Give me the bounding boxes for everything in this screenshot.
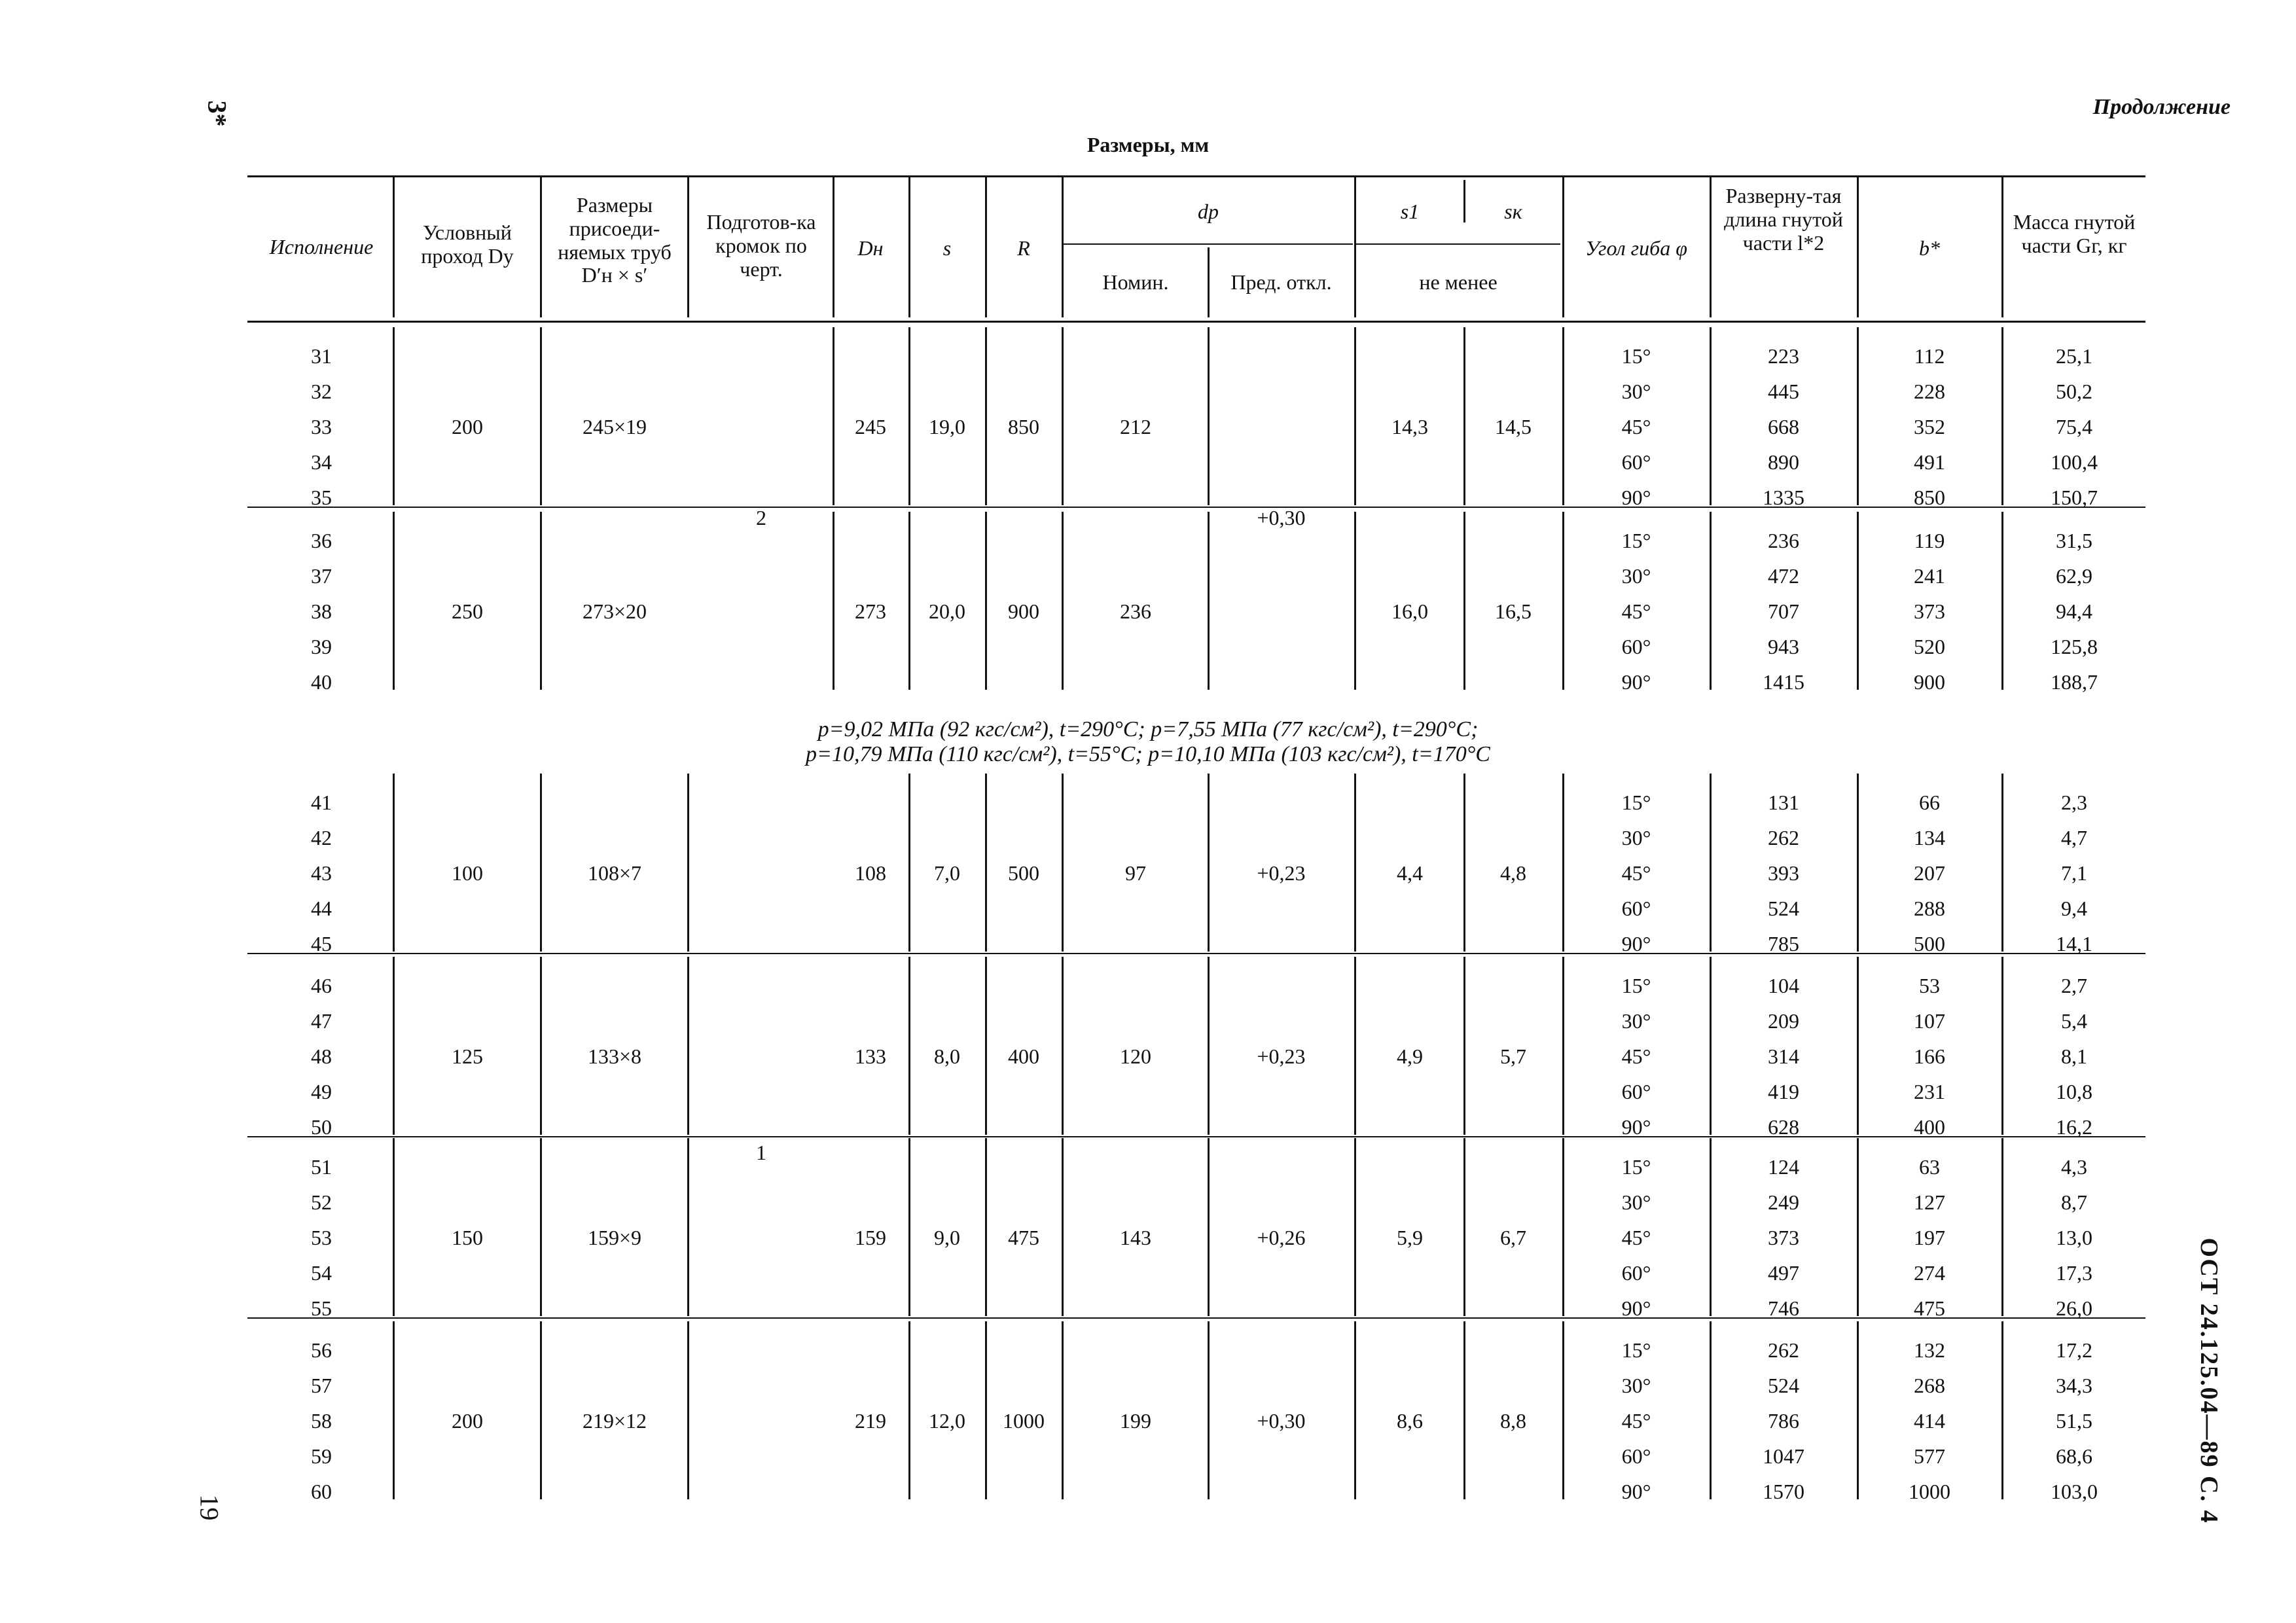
outer-diameter: 108	[855, 861, 886, 885]
table-top-rule	[247, 175, 2145, 177]
col-dlina: Разверну-тая длина гнутой части l*2	[1724, 184, 1843, 255]
col-s: s	[942, 236, 952, 260]
bend-angle: 30°	[1621, 1190, 1651, 1214]
row-id: 36	[311, 529, 332, 552]
developed-length: 124	[1768, 1155, 1799, 1179]
s-sub-rule	[1356, 243, 1560, 245]
col-dp: dр	[1198, 200, 1219, 223]
mass-value: 7,1	[2061, 861, 2087, 885]
row-id: 42	[311, 826, 332, 849]
group-separator	[247, 1136, 2145, 1137]
row-id: 33	[311, 415, 332, 438]
mass-value: 8,7	[2061, 1190, 2087, 1214]
body-vline	[540, 1138, 542, 1316]
mass-value: 4,3	[2061, 1155, 2087, 1179]
mass-value: 62,9	[2056, 564, 2092, 588]
developed-length: 1570	[1763, 1480, 1804, 1503]
col-b: b*	[1919, 236, 1940, 260]
bend-angle: 30°	[1621, 380, 1651, 403]
bend-angle: 15°	[1621, 1155, 1651, 1179]
row-id: 39	[311, 635, 332, 658]
body-vline	[687, 1321, 689, 1499]
sk-min: 5,7	[1500, 1044, 1526, 1068]
wall-thickness: 19,0	[929, 415, 965, 438]
body-vline	[540, 327, 542, 505]
dp-deviation: +0,26	[1257, 1226, 1306, 1249]
b-value: 491	[1914, 450, 1945, 474]
developed-length: 497	[1768, 1261, 1799, 1285]
hdr-vline	[393, 177, 395, 317]
b-value: 228	[1914, 380, 1945, 403]
hdr-vline	[687, 177, 689, 317]
row-id: 51	[311, 1155, 332, 1179]
body-vline	[540, 1321, 542, 1499]
mass-value: 125,8	[2051, 635, 2098, 658]
dp-nominal: 120	[1120, 1044, 1151, 1068]
row-id: 35	[311, 486, 332, 509]
bend-angle: 15°	[1621, 791, 1651, 814]
pipe-size: 273×20	[582, 599, 647, 623]
body-vline	[540, 774, 542, 952]
mass-value: 150,7	[2051, 486, 2098, 509]
hdr-vline	[540, 177, 542, 317]
b-value: 900	[1914, 670, 1945, 694]
row-id: 49	[311, 1080, 332, 1103]
body-vline	[393, 1138, 395, 1316]
mass-value: 8,1	[2061, 1044, 2087, 1068]
developed-length: 262	[1768, 826, 1799, 849]
bend-angle: 90°	[1621, 486, 1651, 509]
b-value: 107	[1914, 1009, 1945, 1033]
b-value: 132	[1914, 1338, 1945, 1362]
row-id: 44	[311, 897, 332, 920]
bend-angle: 15°	[1621, 344, 1651, 368]
row-id: 58	[311, 1409, 332, 1433]
outer-diameter: 219	[855, 1409, 886, 1433]
bend-angle: 60°	[1621, 1261, 1651, 1285]
col-massa: Масса гнутой части Gг, кг	[2013, 210, 2136, 257]
mass-value: 9,4	[2061, 897, 2087, 920]
body-vline	[393, 1321, 395, 1499]
developed-length: 209	[1768, 1009, 1799, 1033]
developed-length: 943	[1768, 635, 1799, 658]
mass-value: 17,3	[2056, 1261, 2092, 1285]
nominal-bore: 150	[452, 1226, 483, 1249]
outer-diameter: 159	[855, 1226, 886, 1249]
developed-length: 419	[1768, 1080, 1799, 1103]
b-value: 241	[1914, 564, 1945, 588]
b-value: 850	[1914, 486, 1945, 509]
sk-min: 6,7	[1500, 1226, 1526, 1249]
bend-angle: 60°	[1621, 1080, 1651, 1103]
row-id: 48	[311, 1044, 332, 1068]
row-id: 31	[311, 344, 332, 368]
body-vline	[393, 512, 395, 690]
mass-value: 31,5	[2056, 529, 2092, 552]
col-ispolnenie: Исполнение	[269, 235, 374, 259]
pipe-size: 159×9	[587, 1226, 642, 1249]
bend-radius: 500	[1008, 861, 1039, 885]
bend-angle: 90°	[1621, 1296, 1651, 1320]
table-caption: Размеры, мм	[1086, 133, 1210, 156]
mass-value: 2,7	[2061, 974, 2087, 997]
bend-angle: 30°	[1621, 1009, 1651, 1033]
wall-thickness: 9,0	[934, 1226, 960, 1249]
row-id: 38	[311, 599, 332, 623]
mass-value: 94,4	[2056, 599, 2092, 623]
bend-angle: 90°	[1621, 670, 1651, 694]
b-value: 66	[1919, 791, 1940, 814]
bend-angle: 90°	[1621, 932, 1651, 955]
mass-value: 50,2	[2056, 380, 2092, 403]
b-value: 414	[1914, 1409, 1945, 1433]
row-id: 43	[311, 861, 332, 885]
b-value: 53	[1919, 974, 1940, 997]
mass-value: 34,3	[2056, 1374, 2092, 1397]
page-number: 19	[194, 1494, 224, 1521]
sk-min: 14,5	[1495, 415, 1532, 438]
body-vline	[540, 512, 542, 690]
mass-value: 14,1	[2056, 932, 2092, 955]
col-ugol: Угол гиба φ	[1585, 236, 1687, 260]
mass-value: 2,3	[2061, 791, 2087, 814]
mass-value: 188,7	[2051, 670, 2098, 694]
mass-value: 103,0	[2051, 1480, 2098, 1503]
b-value: 63	[1919, 1155, 1940, 1179]
body-vline	[1208, 512, 1210, 690]
b-value: 231	[1914, 1080, 1945, 1103]
wall-thickness: 7,0	[934, 861, 960, 885]
bend-angle: 60°	[1621, 635, 1651, 658]
outer-diameter: 245	[855, 415, 886, 438]
developed-length: 445	[1768, 380, 1799, 403]
wall-thickness: 8,0	[934, 1044, 960, 1068]
bend-angle: 90°	[1621, 1480, 1651, 1503]
row-id: 45	[311, 932, 332, 955]
developed-length: 1415	[1763, 670, 1804, 694]
b-value: 577	[1914, 1444, 1945, 1468]
body-vline	[687, 957, 689, 1135]
developed-length: 373	[1768, 1226, 1799, 1249]
pipe-size: 108×7	[587, 861, 642, 885]
mass-value: 13,0	[2056, 1226, 2092, 1249]
bend-angle: 15°	[1621, 1338, 1651, 1362]
bend-angle: 30°	[1621, 564, 1651, 588]
body-vline	[1208, 327, 1210, 505]
col-s1: s1	[1400, 200, 1420, 223]
body-vline	[540, 957, 542, 1135]
bend-angle: 30°	[1621, 1374, 1651, 1397]
b-value: 352	[1914, 415, 1945, 438]
col-podgotovka: Подготов-ка кромок по черт.	[706, 210, 816, 281]
bend-angle: 60°	[1621, 450, 1651, 474]
dp-nominal: 236	[1120, 599, 1151, 623]
bend-angle: 45°	[1621, 1409, 1651, 1433]
nominal-bore: 200	[452, 415, 483, 438]
edge-prep-top: 2	[756, 506, 766, 529]
row-id: 34	[311, 450, 332, 474]
edge-prep-bottom: 1	[756, 1141, 766, 1164]
group-separator	[247, 1317, 2145, 1319]
bend-angle: 45°	[1621, 1226, 1651, 1249]
bend-angle: 60°	[1621, 1444, 1651, 1468]
bend-angle: 15°	[1621, 529, 1651, 552]
dp-sub-rule	[1064, 243, 1353, 245]
row-id: 50	[311, 1115, 332, 1139]
dp-dev-top: +0,30	[1257, 506, 1306, 529]
b-value: 475	[1914, 1296, 1945, 1320]
sk-min: 16,5	[1495, 599, 1532, 623]
b-value: 274	[1914, 1261, 1945, 1285]
body-vline	[687, 774, 689, 952]
developed-length: 262	[1768, 1338, 1799, 1362]
document-code-text: ОСТ 24.125.04—89 С. 4	[2195, 1238, 2223, 1524]
body-vline	[687, 1138, 689, 1316]
col-ne-menee: не менее	[1419, 270, 1498, 294]
wall-thickness: 12,0	[929, 1409, 965, 1433]
dp-nominal: 212	[1120, 415, 1151, 438]
row-id: 59	[311, 1444, 332, 1468]
col-sk: sк	[1504, 200, 1522, 223]
developed-length: 314	[1768, 1044, 1799, 1068]
sheet-mark: 3*	[202, 100, 232, 127]
bend-radius: 850	[1008, 415, 1039, 438]
developed-length: 707	[1768, 599, 1799, 623]
bend-angle: 30°	[1621, 826, 1651, 849]
b-value: 112	[1914, 344, 1945, 368]
developed-length: 524	[1768, 897, 1799, 920]
mass-value: 25,1	[2056, 344, 2092, 368]
b-value: 119	[1914, 529, 1945, 552]
s1-min: 4,4	[1397, 861, 1423, 885]
row-id: 55	[311, 1296, 332, 1320]
dp-nominal: 97	[1125, 861, 1146, 885]
bend-radius: 400	[1008, 1044, 1039, 1068]
row-id: 57	[311, 1374, 332, 1397]
bend-angle: 45°	[1621, 1044, 1651, 1068]
bend-angle: 90°	[1621, 1115, 1651, 1139]
developed-length: 524	[1768, 1374, 1799, 1397]
developed-length: 890	[1768, 450, 1799, 474]
nominal-bore: 125	[452, 1044, 483, 1068]
col-dp-dev: Пред. откл.	[1230, 270, 1332, 294]
col-r: R	[1017, 236, 1030, 260]
header-bottom-rule	[247, 321, 2145, 323]
developed-length: 746	[1768, 1296, 1799, 1320]
bend-radius: 900	[1008, 599, 1039, 623]
developed-length: 472	[1768, 564, 1799, 588]
row-id: 47	[311, 1009, 332, 1033]
mass-value: 51,5	[2056, 1409, 2092, 1433]
developed-length: 628	[1768, 1115, 1799, 1139]
mass-value: 68,6	[2056, 1444, 2092, 1468]
row-id: 41	[311, 791, 332, 814]
b-value: 520	[1914, 635, 1945, 658]
outer-diameter: 133	[855, 1044, 886, 1068]
developed-length: 223	[1768, 344, 1799, 368]
conditions-line-2: p=10,79 МПа (110 кгс/см²), t=55°С; p=10,10 МПа (103 кгс/см²), t=170°С	[806, 742, 1490, 766]
wall-thickness: 20,0	[929, 599, 965, 623]
developed-length: 786	[1768, 1409, 1799, 1433]
group-separator	[247, 953, 2145, 954]
bend-angle: 45°	[1621, 415, 1651, 438]
mass-value: 4,7	[2061, 826, 2087, 849]
row-id: 60	[311, 1480, 332, 1503]
col-dn: Dн	[857, 236, 884, 260]
row-id: 32	[311, 380, 332, 403]
mass-value: 100,4	[2051, 450, 2098, 474]
b-value: 127	[1914, 1190, 1945, 1214]
row-id: 37	[311, 564, 332, 588]
s1-min: 16,0	[1391, 599, 1428, 623]
developed-length: 393	[1768, 861, 1799, 885]
s1-min: 4,9	[1397, 1044, 1423, 1068]
mass-value: 75,4	[2056, 415, 2092, 438]
dp-nominal: 199	[1120, 1409, 1151, 1433]
row-id: 52	[311, 1190, 332, 1214]
developed-length: 249	[1768, 1190, 1799, 1214]
row-id: 54	[311, 1261, 332, 1285]
mass-value: 10,8	[2056, 1080, 2092, 1103]
b-value: 197	[1914, 1226, 1945, 1249]
nominal-bore: 250	[452, 599, 483, 623]
body-vline	[393, 774, 395, 952]
pipe-size: 245×19	[582, 415, 647, 438]
pipe-size: 133×8	[587, 1044, 642, 1068]
b-value: 268	[1914, 1374, 1945, 1397]
b-value: 373	[1914, 599, 1945, 623]
developed-length: 1335	[1763, 486, 1804, 509]
b-value: 1000	[1909, 1480, 1950, 1503]
s1-min: 8,6	[1397, 1409, 1423, 1433]
mass-value: 5,4	[2061, 1009, 2087, 1033]
col-dp-nom: Номин.	[1102, 270, 1169, 294]
bend-angle: 45°	[1621, 599, 1651, 623]
row-id: 40	[311, 670, 332, 694]
developed-length: 131	[1768, 791, 1799, 814]
mass-value: 26,0	[2056, 1296, 2092, 1320]
developed-length: 785	[1768, 932, 1799, 955]
mass-value: 16,2	[2056, 1115, 2092, 1139]
dp-nominal: 143	[1120, 1226, 1151, 1249]
nominal-bore: 200	[452, 1409, 483, 1433]
sk-min: 4,8	[1500, 861, 1526, 885]
group-separator	[247, 507, 2145, 508]
dp-deviation: +0,23	[1257, 1044, 1306, 1068]
bend-angle: 15°	[1621, 974, 1651, 997]
body-vline	[393, 957, 395, 1135]
b-value: 134	[1914, 826, 1945, 849]
col-uslovny: Условный проход Dу	[421, 221, 514, 268]
b-value: 207	[1914, 861, 1945, 885]
s1-min: 5,9	[1397, 1226, 1423, 1249]
dp-deviation: +0,30	[1257, 1409, 1306, 1433]
hdr-vline	[1062, 177, 1064, 317]
developed-length: 104	[1768, 974, 1799, 997]
row-id: 56	[311, 1338, 332, 1362]
mass-value: 17,2	[2056, 1338, 2092, 1362]
row-id: 46	[311, 974, 332, 997]
developed-length: 668	[1768, 415, 1799, 438]
developed-length: 236	[1768, 529, 1799, 552]
document-code	[2189, 1230, 2229, 1531]
dp-deviation: +0,23	[1257, 861, 1306, 885]
continuation-label: Продолжение	[2092, 95, 2231, 119]
body-vline	[393, 327, 395, 505]
b-value: 500	[1914, 932, 1945, 955]
sk-min: 8,8	[1500, 1409, 1526, 1433]
col-razmery: Размеры присоеди-няемых труб D′н × s′	[558, 193, 672, 287]
bend-radius: 475	[1008, 1226, 1039, 1249]
pipe-size: 219×12	[582, 1409, 647, 1433]
hdr-vline	[1354, 177, 1356, 317]
outer-diameter: 273	[855, 599, 886, 623]
b-value: 400	[1914, 1115, 1945, 1139]
s1-min: 14,3	[1391, 415, 1428, 438]
bend-angle: 45°	[1621, 861, 1651, 885]
bend-angle: 60°	[1621, 897, 1651, 920]
developed-length: 1047	[1763, 1444, 1804, 1468]
bend-radius: 1000	[1003, 1409, 1045, 1433]
nominal-bore: 100	[452, 861, 483, 885]
b-value: 288	[1914, 897, 1945, 920]
b-value: 166	[1914, 1044, 1945, 1068]
conditions-line-1: p=9,02 МПа (92 кгс/см²), t=290°С; p=7,55 МПа (77 кгс/см²), t=290°С;	[817, 717, 1479, 741]
row-id: 53	[311, 1226, 332, 1249]
